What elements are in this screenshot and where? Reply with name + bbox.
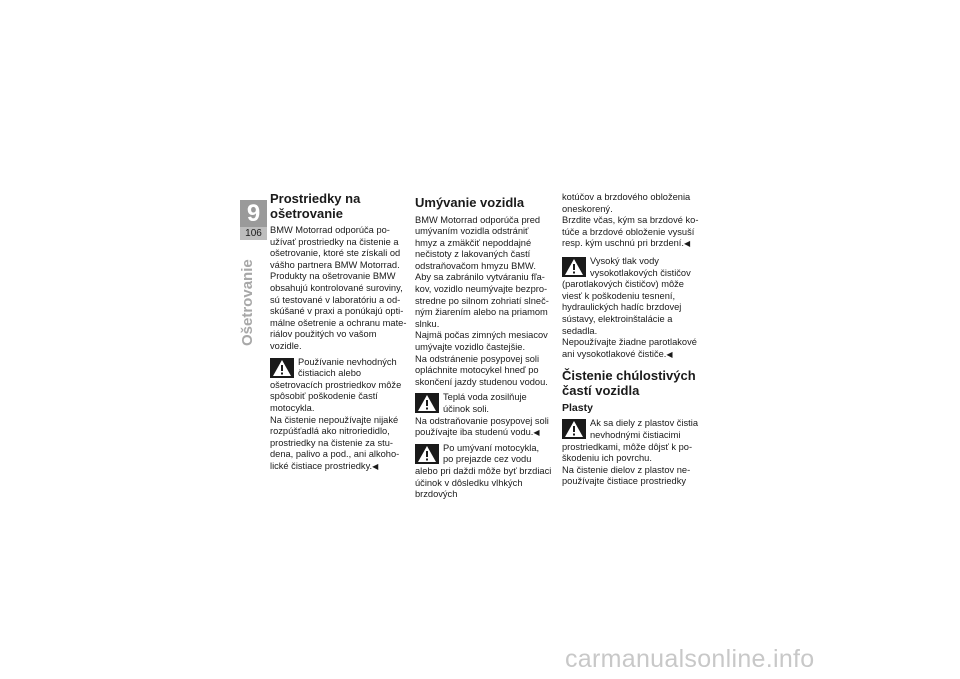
heading-washing-vehicle: Umývanie vozidla (415, 195, 525, 210)
column-2 (415, 192, 552, 501)
paragraph: Brzdite včas, kým sa brzdové kotúče a brzdové obloženie vysuší resp. kým uschnú pri brzdení.◀ (562, 215, 699, 249)
warning-text: Ak sa diely z plastov čistia nevhodnými čistiacimi prostriedkami, môže dôjsť k poškodeniu ich povrchu. (562, 418, 698, 464)
heading-cleaning-products: Prostriedky na ošetrovanie (270, 191, 361, 221)
paragraph: Aby sa zabránilo vytváraniu fľakov, vozidlo neumývajte bezprostredne po silnom zohriatí slnečným žiarením alebo na priamom slnku. (415, 272, 549, 329)
warning-note (562, 256, 699, 337)
end-mark: ◀ (372, 461, 379, 471)
warning-text: Teplá voda zosilňuje účinok soli. (443, 392, 527, 414)
warning-note (270, 357, 407, 415)
warning-note (415, 443, 552, 501)
paragraph: Na čistenie dielov z plastov nepoužívajte čistiace prostriedky (562, 464, 691, 487)
paragraph: Na čistenie nepoužívajte nijaké rozpúšťadlá ako nitroriedidlo, prostriedky na čistenie za studena, palivo a pod., ani alkoholické čistiace prostriedky.◀ (270, 414, 400, 471)
end-mark: ◀ (683, 239, 691, 249)
warning-triangle-icon (415, 393, 439, 413)
warning-triangle-icon (415, 444, 439, 464)
column-1 (270, 192, 407, 472)
watermark: carmanualsonline.info (565, 645, 815, 673)
paragraph: Nepoužívajte žiadne parotlakové ani vysokotlakové čističe.◀ (562, 337, 697, 359)
paragraph: Na odstraňovanie posypovej soli používajte iba studenú vodu.◀ (415, 415, 549, 438)
chapter-title: Ošetrovanie (239, 259, 256, 346)
warning-text: Po umývaní motocykla, po prejazde cez vodu alebo pri daždi môže byť brzdiaci účinok v dôsledku vlhkých brzdových (415, 442, 552, 500)
column-3 (562, 192, 699, 488)
chapter-number: 9 (240, 200, 267, 227)
warning-text: Používanie nevhodných čistiacich alebo ošetrovacích prostriedkov môže spôsobiť poškodenie častí motocykla. (270, 356, 402, 413)
heading-sensitive-parts: Čistenie chúlostivých častí vozidla (562, 368, 696, 398)
paragraph: BMW Motorrad odporúča používať prostriedky na čistenie a ošetrovanie, ktoré ste získali od vášho partnera BMW Motorrad. Produkty na ošetrovanie BMW obsahujú kontrolované suroviny, sú testované v laboratóriu a odskúšané v praxi a ponúkajú optimálne ošetrenie a ochranu materiálov použitých vo vašom vozidle. (270, 225, 407, 351)
subheading-plastics: Plasty (562, 402, 593, 415)
page-number: 106 (240, 227, 267, 240)
warning-note (415, 392, 552, 415)
paragraph: Najmä počas zimných mesiacov umývajte vozidlo častejšie. (415, 330, 548, 353)
warning-triangle-icon (270, 358, 294, 378)
paragraph: kotúčov a brzdového obloženia oneskorený. (562, 192, 691, 214)
paragraph: BMW Motorrad odporúča pred umývaním vozidla odstrániť hmyz a zmäkčiť nepoddajné nečistoty z lakovaných častí odstraňovačom hmyzu BMW. (415, 214, 541, 271)
warning-triangle-icon (562, 257, 586, 277)
paragraph: Na odstránenie posypovej soli opláchnite motocykel hneď po skončení jazdy studenou vodou. (415, 353, 548, 387)
warning-text: Vysoký tlak vody vysokotlakových čističov (parotlakových čističov) môže viesť k poškodeniu tesnení, hydraulických hadíc brzdovej sústavy, elektroinštalácie a sedadla. (562, 255, 691, 336)
end-mark: ◀ (533, 428, 540, 438)
end-mark: ◀ (666, 349, 673, 359)
warning-note (562, 418, 699, 464)
warning-triangle-icon (562, 419, 586, 439)
